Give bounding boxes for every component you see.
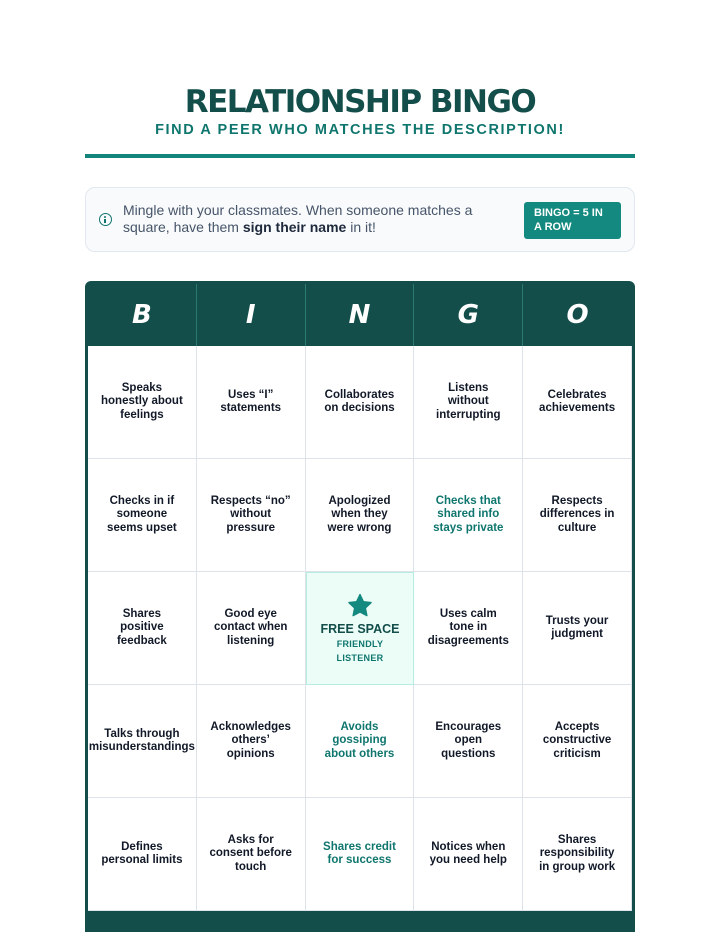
square-text: Uses “I” [228,388,274,401]
title-divider [85,154,635,158]
square-text: statements [220,402,282,414]
square-text: culture [557,521,597,534]
square-text: disagreements [427,634,509,647]
bingo-square[interactable] [197,459,306,572]
square-text: shared info [437,508,500,521]
column-letter-i: I [197,284,306,346]
instructions-text-end: in it! [346,219,376,235]
square-text: Asks for [227,833,274,846]
square-text: Shares [557,833,597,846]
square-text: responsibility [539,847,615,860]
square-text: without [230,508,272,521]
square-text: Trusts your [545,614,609,627]
square-text: Good eye [224,607,277,620]
square-text: someone [116,508,168,521]
square-text: Shares [122,607,162,620]
square-text: open [454,734,483,747]
square-text: pressure [226,521,275,534]
column-letter-g: G [414,284,523,346]
free-space-square[interactable] [306,572,415,685]
square-text: seems upset [107,521,177,534]
square-text: others’ [231,734,270,747]
bingo-square[interactable] [414,459,523,572]
square-text: in group work [539,860,616,873]
bingo-square[interactable] [197,685,306,798]
bingo-square[interactable] [88,572,197,685]
square-text: touch [235,860,267,873]
bingo-square[interactable] [414,685,523,798]
square-text: contact when [213,621,288,634]
square-text: feedback [116,634,167,647]
bingo-square[interactable] [306,685,415,798]
square-text: Avoids [340,720,379,733]
bingo-square[interactable] [88,798,197,911]
square-text: Apologized [328,494,391,507]
instructions-text [123,202,513,236]
bingo-square[interactable] [88,459,197,572]
bingo-square[interactable] [197,798,306,911]
square-text: about others [324,747,395,760]
square-text: Checks that [435,494,501,507]
instructions-panel [85,187,635,252]
bingo-square[interactable] [88,685,197,798]
free-space-subtitle: FRIENDLY [336,639,384,649]
square-text: misunderstandings [88,741,195,753]
page-title: RELATIONSHIP BINGO [184,84,536,120]
bingo-square[interactable] [414,798,523,911]
column-letter-n: N [306,284,415,346]
square-text: interrupting [436,408,501,421]
bingo-square[interactable] [414,572,523,685]
bingo-grid [88,346,632,911]
square-text: Uses calm [439,607,497,620]
square-text: Notices when [431,840,506,853]
instructions-text-bold: sign their name [242,219,347,235]
bingo-square[interactable] [523,346,632,459]
square-text: constructive [542,734,612,747]
square-text: judgment [551,628,603,640]
square-text: differences in [539,508,615,521]
bingo-square[interactable] [414,346,523,459]
square-text: consent before [209,847,292,860]
column-letter-b: B [88,284,197,346]
column-letter-o: O [566,300,589,330]
square-text: Shares credit [323,840,396,853]
bingo-square[interactable] [306,459,415,572]
info-icon [99,213,112,226]
square-text: on decisions [324,402,395,414]
square-text: positive [120,621,164,634]
bingo-square[interactable] [197,346,306,459]
square-text: honestly about [101,395,183,408]
square-text: Encourages [435,720,502,733]
square-text: gossiping [332,734,387,747]
square-text: criticism [553,747,601,760]
bingo-square[interactable] [306,346,415,459]
square-text: feelings [120,408,164,421]
free-space-title: FREE SPACE [320,622,400,636]
bingo-square[interactable] [523,459,632,572]
square-text: tone in [449,621,488,634]
square-text: personal limits [101,854,183,866]
square-text: Respects [551,494,603,507]
square-text: Celebrates [547,388,607,401]
free-space-subtitle: LISTENER [336,653,384,663]
square-text: were wrong [327,521,392,534]
instructions-text-start: Mingle with your classmates. When someone matches a square, have them [123,202,473,235]
square-text: Listens [448,381,489,394]
square-text: Talks through [104,727,180,740]
square-text: without [447,395,489,408]
bingo-square[interactable] [523,685,632,798]
bingo-square[interactable] [523,572,632,685]
square-text: opinions [226,747,275,760]
square-text: Defines [121,840,163,853]
square-text: listening [227,634,275,647]
square-text: Respects “no” [210,494,291,507]
square-text: Accepts [554,720,600,733]
square-text: Speaks [121,381,163,394]
bingo-square[interactable] [306,798,415,911]
square-text: you need help [429,854,507,866]
square-text: stays private [433,521,504,534]
square-text: Checks in if [109,494,175,507]
bingo-square[interactable] [523,798,632,911]
square-text: for success [327,854,392,866]
square-text: Collaborates [324,388,395,401]
bingo-header-row [88,284,632,346]
star-icon [345,592,375,620]
page-subtitle: FIND A PEER WHO MATCHES THE DESCRIPTION! [155,122,565,138]
square-text: when they [331,508,388,521]
square-text: achievements [539,402,616,414]
bingo-board [85,281,635,932]
square-text: questions [441,747,496,760]
bingo-square[interactable] [197,572,306,685]
bingo-rule-badge: BINGO = 5 IN A ROW [524,202,621,239]
bingo-square[interactable] [88,346,197,459]
square-text: Acknowledges [210,720,291,733]
